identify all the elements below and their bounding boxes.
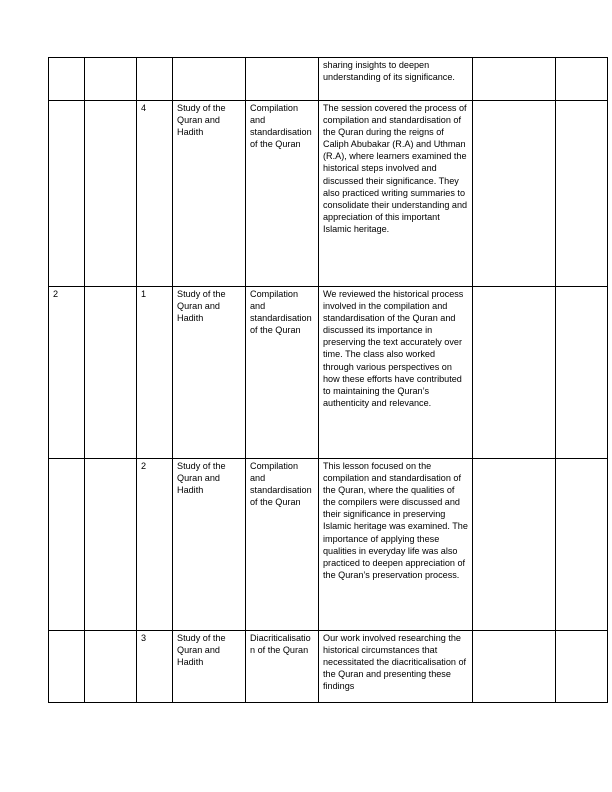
lesson-cell: 3 [137, 631, 173, 703]
signature-cell [556, 631, 608, 703]
remarks-cell [473, 459, 556, 631]
lesson-cell: 2 [137, 459, 173, 631]
topic-cell: Compilation and standardisation of the Quran [246, 287, 319, 459]
remarks-cell [473, 631, 556, 703]
day-cell [85, 287, 137, 459]
day-cell [85, 101, 137, 287]
table-row [49, 101, 608, 287]
week-cell [49, 631, 85, 703]
lesson-log-table [48, 57, 608, 703]
summary-cell: sharing insights to deepen understanding of its significance. [319, 58, 473, 101]
summary-cell: Our work involved researching the historical circumstances that necessitated the diacriticalisation of the Quran and presenting these findings [319, 631, 473, 703]
table-row [49, 631, 608, 703]
subject-cell: Study of the Quran and Hadith [173, 631, 246, 703]
table-row [49, 287, 608, 459]
remarks-cell [473, 58, 556, 101]
summary-cell: The session covered the process of compilation and standardisation of the Quran during the reigns of Caliph Abubakar (R.A) and Uthman (R.A), where learners examined the historical steps involved and discussed their significance. They also practiced writing summaries to consolidate their understanding and appreciation of this important Islamic heritage. [319, 101, 473, 287]
topic-cell: Diacriticalisation of the Quran [246, 631, 319, 703]
table-row [49, 58, 608, 101]
table-row [49, 459, 608, 631]
lesson-cell: 4 [137, 101, 173, 287]
week-cell [49, 58, 85, 101]
week-cell [49, 459, 85, 631]
subject-cell: Study of the Quran and Hadith [173, 101, 246, 287]
day-cell [85, 631, 137, 703]
week-cell [49, 101, 85, 287]
subject-cell [173, 58, 246, 101]
signature-cell [556, 101, 608, 287]
week-cell: 2 [49, 287, 85, 459]
lesson-cell [137, 58, 173, 101]
day-cell [85, 58, 137, 101]
summary-cell: This lesson focused on the compilation and standardisation of the Quran, where the qualities of the compilers were discussed and their significance in preserving Islamic heritage was examined. The importance of applying these qualities in everyday life was also practiced to deepen appreciation of the Quran’s preservation process. [319, 459, 473, 631]
signature-cell [556, 287, 608, 459]
remarks-cell [473, 287, 556, 459]
lesson-cell: 1 [137, 287, 173, 459]
topic-cell: Compilation and standardisation of the Quran [246, 101, 319, 287]
summary-cell: We reviewed the historical process involved in the compilation and standardisation of the Quran and discussed its importance in preserving the text accurately over time. The class also worked through various perspectives on how these efforts have contributed to maintaining the Quran’s authenticity and relevance. [319, 287, 473, 459]
subject-cell: Study of the Quran and Hadith [173, 287, 246, 459]
signature-cell [556, 459, 608, 631]
day-cell [85, 459, 137, 631]
signature-cell [556, 58, 608, 101]
remarks-cell [473, 101, 556, 287]
topic-cell [246, 58, 319, 101]
topic-cell: Compilation and standardisation of the Quran [246, 459, 319, 631]
subject-cell: Study of the Quran and Hadith [173, 459, 246, 631]
